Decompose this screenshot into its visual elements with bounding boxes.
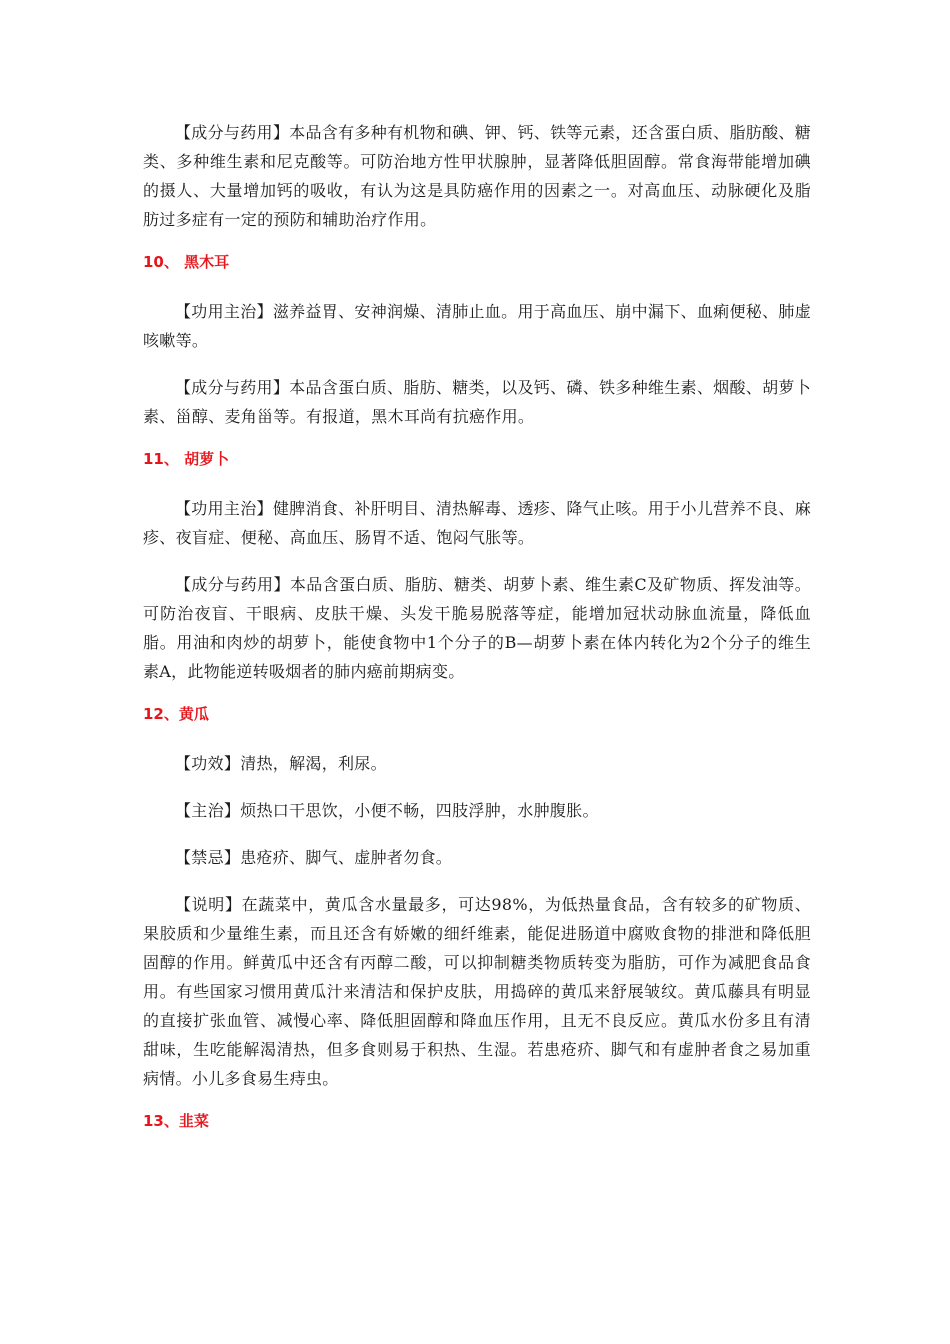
paragraph-cucumber-indications: 【主治】烦热口干思饮，小便不畅，四肢浮肿，水肿腹胀。 [175, 801, 599, 820]
section-heading-carrot: 11、 胡萝卜 [143, 450, 230, 468]
paragraph-carrot-functions: 【功用主治】健脾消食、补肝明目、清热解毒、透疹、降气止咳。用于小儿营养不良、麻疹、夜盲症、便秘、高血压、肠胃不适、饱闷气胀等。 [143, 499, 811, 547]
section-heading-chives: 13、韭菜 [143, 1112, 209, 1130]
paragraph-carrot-composition: 【成分与药用】本品含蛋白质、脂肪、糖类、胡萝卜素、维生素C及矿物质、挥发油等。可防治夜盲、干眼病、皮肤干燥、头发干脆易脱落等症，能增加冠状动脉血流量，降低血脂。用油和肉炒的胡萝卜，能使食物中1个分子的B—胡萝卜素在体内转化为2个分子的维生素A，此物能逆转吸烟者的肺内癌前期病变。 [143, 575, 811, 681]
paragraph-black-fungus-composition: 【成分与药用】本品含蛋白质、脂肪、糖类，以及钙、磷、铁多种维生素、烟酸、胡萝卜素、甾醇、麦角甾等。有报道，黑木耳尚有抗癌作用。 [143, 378, 811, 426]
document-page [143, 118, 811, 1131]
paragraph-cucumber-notes: 【说明】在蔬菜中，黄瓜含水量最多，可达98%，为低热量食品，含有较多的矿物质、果胶质和少量维生素，而且还含有娇嫩的细纤维素，能促进肠道中腐败食物的排泄和降低胆固醇的作用。鲜黄瓜中还含有丙醇二酸，可以抑制糖类物质转变为脂肪，可作为减肥食品食用。有些国家习惯用黄瓜汁来清洁和保护皮肤，用捣碎的黄瓜来舒展皱纹。黄瓜藤具有明显的直接扩张血管、减慢心率、降低胆固醇和降血压作用，且无不良反应。黄瓜水份多且有清甜味，生吃能解渴清热，但多食则易于积热、生湿。若患疮疥、脚气和有虚肿者食之易加重病情。小儿多食易生痔虫。 [143, 895, 811, 1088]
paragraph-cucumber-contraindications: 【禁忌】患疮疥、脚气、虚肿者勿食。 [175, 848, 453, 867]
paragraph-cucumber-efficacy: 【功效】清热，解渴，利尿。 [175, 754, 387, 773]
section-heading-black-fungus: 10、 黑木耳 [143, 253, 230, 271]
section-heading-cucumber: 12、黄瓜 [143, 705, 209, 723]
paragraph-kelp-composition: 【成分与药用】本品含有多种有机物和碘、钾、钙、铁等元素，还含蛋白质、脂肪酸、糖类、多种维生素和尼克酸等。可防治地方性甲状腺肿，显著降低胆固醇。常食海带能增加碘的摄人、大量增加钙的吸收，有认为这是具防癌作用的因素之一。对高血压、动脉硬化及脂肪过多症有一定的预防和辅助治疗作用。 [143, 123, 811, 229]
paragraph-black-fungus-functions: 【功用主治】滋养益胃、安神润燥、清肺止血。用于高血压、崩中漏下、血痢便秘、肺虚咳嗽等。 [143, 302, 811, 350]
